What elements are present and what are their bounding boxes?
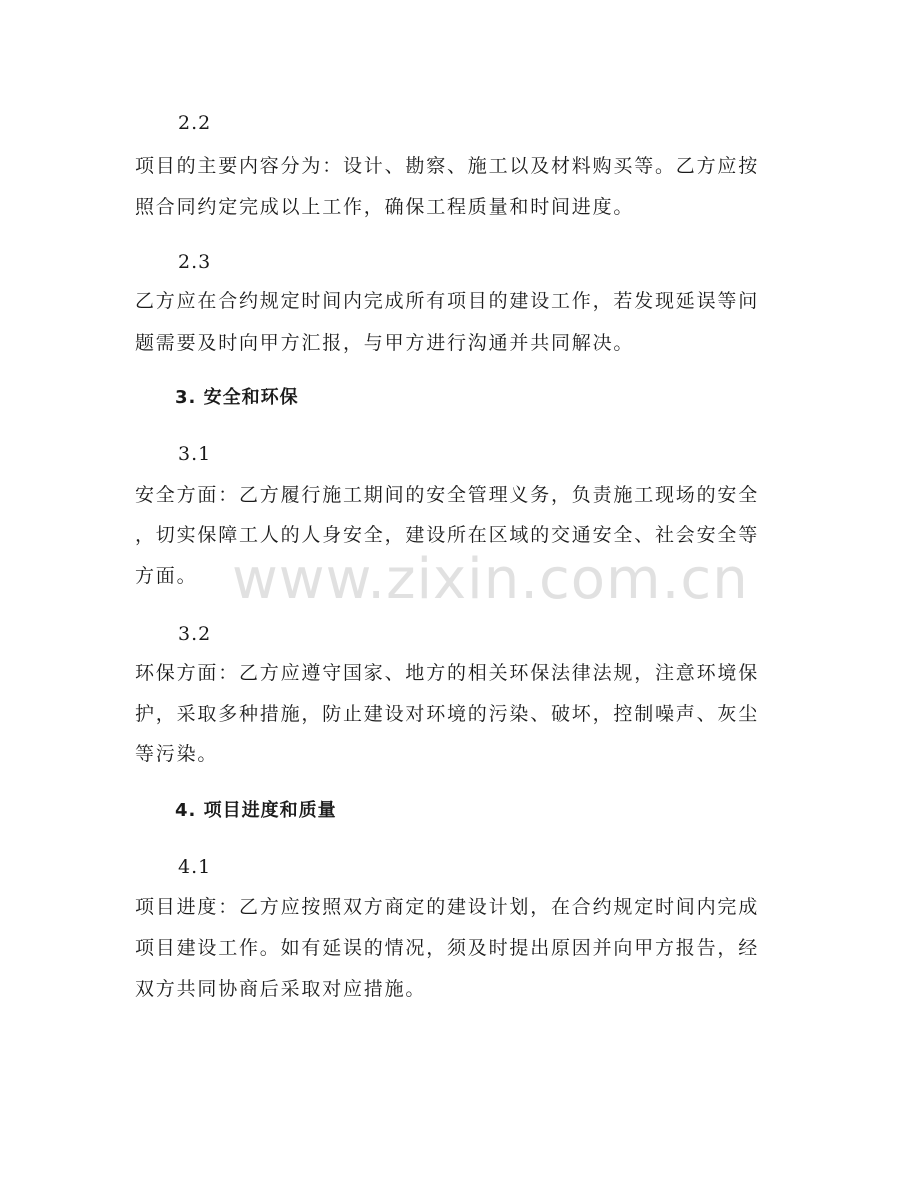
clause-3-2-line-2: 护，采取多种措施，防止建设对环境的污染、破坏，控制噪声、灰尘 — [135, 703, 760, 725]
clause-number-2-3: 2.3 — [178, 251, 212, 273]
clause-number-3-1: 3.1 — [178, 443, 212, 465]
section-heading-4: 4. 项目进度和质量 — [175, 800, 337, 821]
clause-3-1-line-3: 方面。 — [135, 565, 198, 587]
clause-2-2-line-2: 照合同约定完成以上工作，确保工程质量和时间进度。 — [135, 196, 635, 218]
clause-number-3-2: 3.2 — [178, 623, 212, 645]
clause-2-2-line-1: 项目的主要内容分为：设计、勘察、施工以及材料购买等。乙方应按 — [135, 155, 760, 177]
section-heading-3: 3. 安全和环保 — [175, 387, 299, 408]
watermark: www.zixin.com.cn — [232, 547, 749, 612]
clause-number-4-1: 4.1 — [178, 856, 212, 878]
clause-3-2-line-1: 环保方面：乙方应遵守国家、地方的相关环保法律法规，注意环境保 — [135, 662, 760, 684]
clause-3-1-line-1: 安全方面：乙方履行施工期间的安全管理义务，负责施工现场的安全 — [135, 484, 760, 506]
clause-4-1-line-3: 双方共同协商后采取对应措施。 — [135, 978, 427, 1000]
clause-2-3-line-1: 乙方应在合约规定时间内完成所有项目的建设工作，若发现延误等问 — [135, 290, 760, 312]
clause-3-2-line-3: 等污染。 — [135, 743, 219, 765]
clause-number-2-2: 2.2 — [178, 112, 212, 134]
clause-2-3-line-2: 题需要及时向甲方汇报，与甲方进行沟通并共同解决。 — [135, 332, 635, 354]
clause-4-1-line-2: 项目建设工作。如有延误的情况，须及时提出原因并向甲方报告，经 — [135, 937, 760, 959]
clause-4-1-line-1: 项目进度：乙方应按照双方商定的建设计划，在合约规定时间内完成 — [135, 896, 760, 918]
clause-3-1-line-2: ，切实保障工人的人身安全，建设所在区域的交通安全、社会安全等 — [135, 524, 760, 546]
